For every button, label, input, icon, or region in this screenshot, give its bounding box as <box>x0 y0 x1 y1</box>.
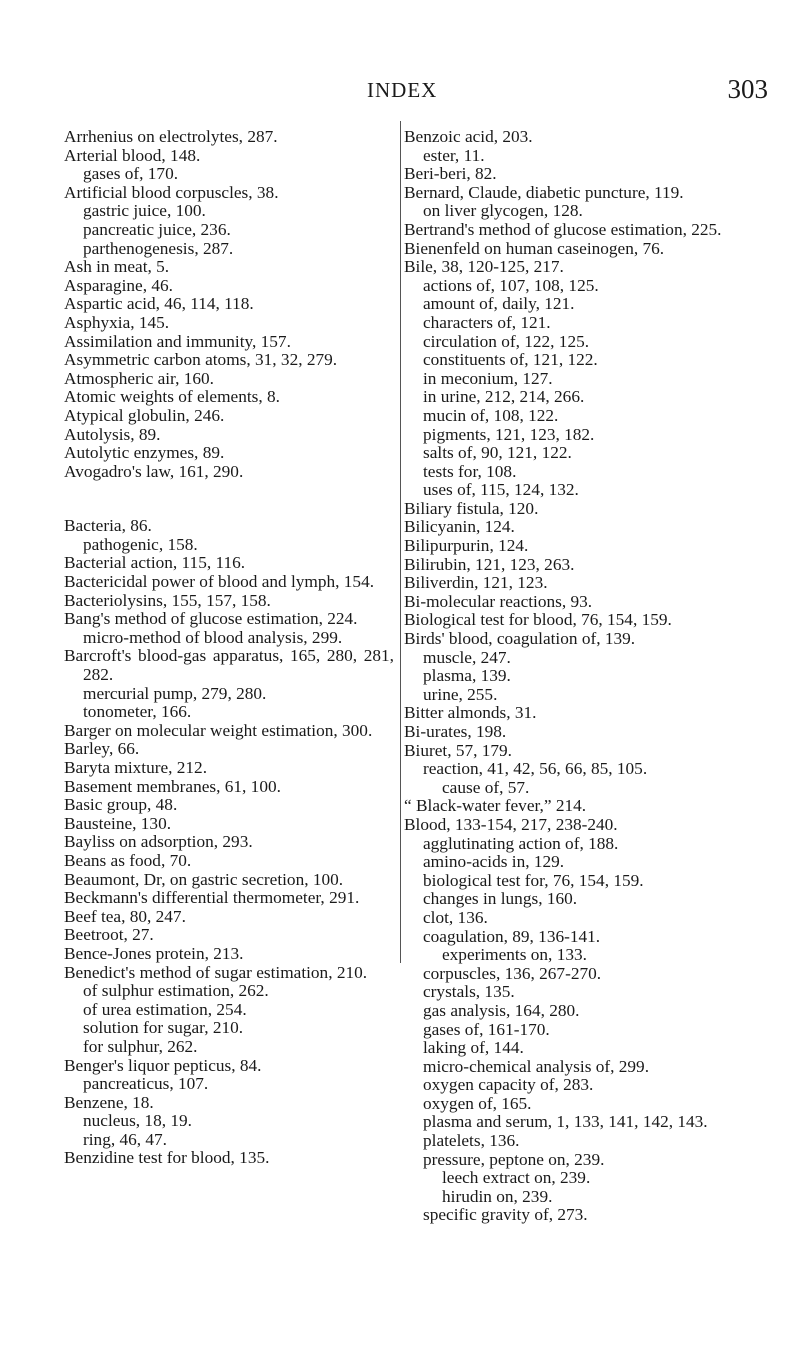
index-entry: Bang's method of glucose estimation, 224. <box>64 609 358 629</box>
index-entry: Bernard, Claude, diabetic puncture, 119. <box>404 182 684 202</box>
index-subentry: ring, 46, 47. <box>83 1129 168 1149</box>
index-entry: Autolytic enzymes, 89. <box>64 443 225 463</box>
index-subentry: pressure, peptone on, 239. <box>423 1149 605 1169</box>
page-header <box>0 74 800 118</box>
index-entry: Bayliss on adsorption, 293. <box>64 832 253 852</box>
index-entry: Bile, 38, 120-125, 217. <box>404 257 564 277</box>
index-subentry: cause of, 57. <box>442 777 530 797</box>
index-entry: Bi-urates, 198. <box>404 722 507 741</box>
index-subentry: ester, 11. <box>423 145 485 165</box>
index-subentry: leech extract on, 239. <box>442 1168 591 1188</box>
index-subentry: oxygen of, 165. <box>423 1093 532 1113</box>
index-subentry: platelets, 136. <box>423 1131 520 1151</box>
index-entry: Basic group, 48. <box>64 795 178 815</box>
index-entry: Atypical globulin, 246. <box>64 405 225 425</box>
page-number: 303 <box>727 74 768 104</box>
index-entry: Assimilation and immunity, 157. <box>64 331 291 351</box>
index-column-right <box>404 128 770 1225</box>
index-subentry: pigments, 121, 123, 182. <box>423 424 595 444</box>
index-entry: Beri-beri, 82. <box>404 164 497 184</box>
index-subentry: mercurial pump, 279, 280. <box>83 683 267 703</box>
index-subentry: reaction, 41, 42, 56, 66, 85, 105. <box>423 759 648 779</box>
index-entry: Barger on molecular weight estimation, 300. <box>64 720 373 740</box>
index-subentry: characters of, 121. <box>423 312 551 332</box>
index-entry: Barley, 66. <box>64 739 140 759</box>
index-entry: “ Black-water fever,” 214. <box>404 796 587 816</box>
index-subentry: biological test for, 76, 154, 159. <box>423 870 644 890</box>
index-entry: Blood, 133-154, 217, 238-240. <box>404 814 618 834</box>
index-subentry: laking of, 144. <box>423 1038 524 1058</box>
index-subentry: pathogenic, 158. <box>83 534 198 554</box>
index-subentry: circulation of, 122, 125. <box>423 331 590 351</box>
index-entry: Aspartic acid, 46, 114, 118. <box>64 294 254 314</box>
index-subentry: tonometer, 166. <box>83 702 192 722</box>
index-entry: Bactericidal power of blood and lymph, 154. <box>64 572 375 592</box>
index-subentry: for sulphur, 262. <box>83 1036 198 1056</box>
index-subentry: urine, 255. <box>423 684 498 704</box>
index-entry: Beetroot, 27. <box>64 925 154 945</box>
index-entry: Benzidine test for blood, 135. <box>64 1148 270 1168</box>
index-subentry: muscle, 247. <box>423 647 511 667</box>
index-entry: Bausteine, 130. <box>64 813 172 833</box>
index-subentry: of sulphur estimation, 262. <box>83 981 269 1001</box>
index-subentry: tests for, 108. <box>423 461 517 481</box>
index-subentry: amount of, daily, 121. <box>423 294 575 314</box>
index-entry: Beaumont, Dr, on gastric secretion, 100. <box>64 869 344 889</box>
index-entry: Bilirubin, 121, 123, 263. <box>404 554 575 574</box>
index-subentry: micro-method of blood analysis, 299. <box>83 627 343 647</box>
index-subentry: pancreatic juice, 236. <box>83 219 231 239</box>
index-entry: Ash in meat, 5. <box>64 257 170 277</box>
letter-section-gap <box>64 481 394 517</box>
index-entry: Atomic weights of elements, 8. <box>64 387 280 407</box>
index-subentry: crystals, 135. <box>423 982 515 1002</box>
index-entry: Biliary fistula, 120. <box>404 498 539 518</box>
index-entry: Bertrand's method of glucose estimation, 225. <box>404 219 722 239</box>
index-entry: Asparagine, 46. <box>64 275 173 295</box>
index-entry: Autolysis, 89. <box>64 424 161 444</box>
index-subentry: hirudin on, 239. <box>442 1186 553 1206</box>
index-entry: Biological test for blood, 76, 154, 159. <box>404 610 672 630</box>
index-subentry: plasma, 139. <box>423 666 511 686</box>
index-subentry: in urine, 212, 214, 266. <box>423 387 585 407</box>
index-subentry: actions of, 107, 108, 125. <box>423 275 599 295</box>
index-entry: Bence-Jones protein, 213. <box>64 943 244 963</box>
index-subentry: constituents of, 121, 122. <box>423 350 598 370</box>
index-subentry: corpuscles, 136, 267-270. <box>423 963 602 983</box>
index-subentry: solution for sugar, 210. <box>83 1018 244 1038</box>
index-subentry: coagulation, 89, 136-141. <box>423 926 601 946</box>
index-subentry: specific gravity of, 273. <box>423 1205 588 1225</box>
index-subentry: of urea estimation, 254. <box>83 999 247 1019</box>
index-subentry: amino-acids in, 129. <box>423 852 565 872</box>
index-entry: Bitter almonds, 31. <box>404 703 537 723</box>
index-subentry: parthenogenesis, 287. <box>83 238 234 258</box>
index-entry: Arterial blood, 148. <box>64 145 201 165</box>
index-entry: Bacterial action, 115, 116. <box>64 553 246 573</box>
index-entry: Biuret, 57, 179. <box>404 740 512 760</box>
index-entry: Asymmetric carbon atoms, 31, 32, 279. <box>64 350 338 370</box>
index-entry: Avogadro's law, 161, 290. <box>64 461 244 481</box>
index-entry: Beans as food, 70. <box>64 850 192 870</box>
index-subentry: oxygen capacity of, 283. <box>423 1075 594 1095</box>
index-entry: Bacteriolysins, 155, 157, 158. <box>64 590 271 610</box>
index-entry: Barcroft's blood-gas apparatus, 165, 280, 281, 282. <box>64 646 394 685</box>
index-entry: Bilicyanin, 124. <box>404 517 515 537</box>
index-subentry: in meconium, 127. <box>423 368 553 388</box>
index-subentry: clot, 136. <box>423 907 488 927</box>
index-subentry: gases of, 170. <box>83 164 179 184</box>
index-entry: Bilipurpurin, 124. <box>404 536 529 556</box>
index-subentry: micro-chemical analysis of, 299. <box>423 1056 650 1076</box>
index-entry: Birds' blood, coagulation of, 139. <box>404 629 636 649</box>
index-entry: Beckmann's differential thermometer, 291. <box>64 888 360 908</box>
index-entry: Benedict's method of sugar estimation, 210. <box>64 962 368 982</box>
running-title: INDEX <box>367 78 438 102</box>
index-subentry: mucin of, 108, 122. <box>423 405 559 425</box>
index-subentry: on liver glycogen, 128. <box>423 201 583 221</box>
index-subentry: nucleus, 18, 19. <box>83 1111 192 1131</box>
index-subentry: experiments on, 133. <box>442 945 587 965</box>
index-entry: Asphyxia, 145. <box>64 312 170 332</box>
index-entry: Benzene, 18. <box>64 1092 154 1112</box>
index-entry: Benzoic acid, 203. <box>404 127 533 146</box>
index-entry: Atmospheric air, 160. <box>64 368 215 388</box>
index-subentry: plasma and serum, 1, 133, 141, 142, 143. <box>423 1112 708 1132</box>
index-entry: Baryta mixture, 212. <box>64 758 208 777</box>
index-entry: Beef tea, 80, 247. <box>64 906 186 926</box>
index-subentry: changes in lungs, 160. <box>423 889 578 909</box>
index-subentry: gastric juice, 100. <box>83 201 206 221</box>
column-divider <box>400 121 401 963</box>
index-entry: Arrhenius on electrolytes, 287. <box>64 127 278 146</box>
index-subentry: gases of, 161-170. <box>423 1019 550 1039</box>
index-subentry: salts of, 90, 121, 122. <box>423 443 572 463</box>
index-entry: Benger's liquor pepticus, 84. <box>64 1055 262 1075</box>
index-column-left <box>64 128 394 1168</box>
index-entry: Bacteria, 86. <box>64 516 152 536</box>
index-subentry: pancreaticus, 107. <box>83 1074 209 1094</box>
index-entry: Basement membranes, 61, 100. <box>64 776 281 796</box>
index-entry: Artificial blood corpuscles, 38. <box>64 182 279 202</box>
index-subentry: uses of, 115, 124, 132. <box>423 480 579 500</box>
index-subentry: agglutinating action of, 188. <box>423 833 619 853</box>
index-subentry: gas analysis, 164, 280. <box>423 1000 580 1020</box>
index-entry: Bienenfeld on human caseinogen, 76. <box>404 238 665 258</box>
index-entry: Bi-molecular reactions, 93. <box>404 591 593 611</box>
index-entry: Biliverdin, 121, 123. <box>404 573 548 593</box>
